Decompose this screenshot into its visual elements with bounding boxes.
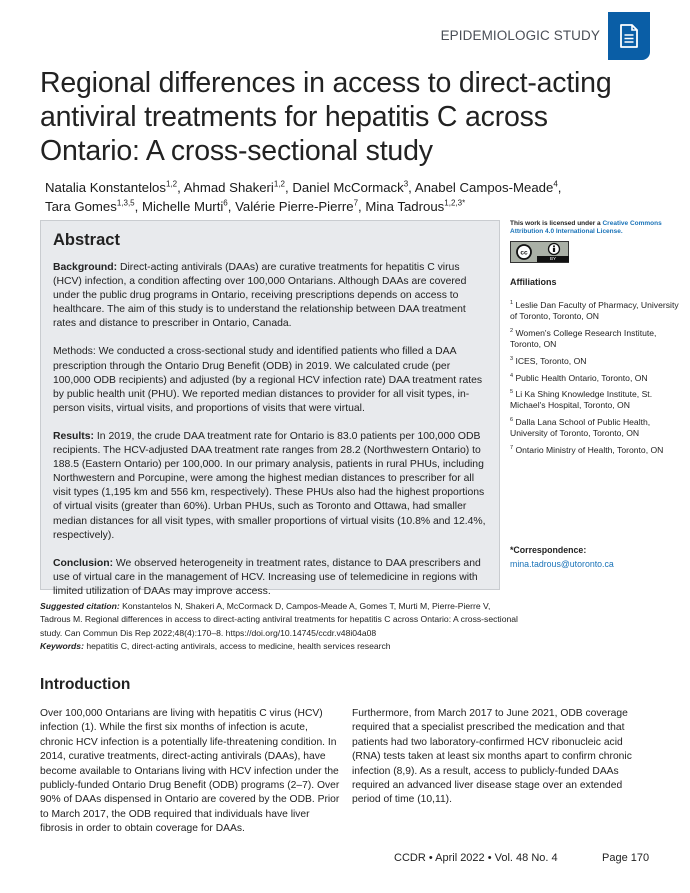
abstract-box — [40, 220, 500, 597]
abstract-heading: Abstract — [53, 231, 120, 249]
affiliation-item: $^4$ Public Health Ontario, Toronto, ON — [510, 372, 648, 383]
author: Valérie Pierre-Pierre$^7$ — [235, 198, 359, 214]
author: Daniel McCormack$^3$ — [292, 179, 409, 195]
by-label: BY — [537, 256, 569, 262]
abstract-methods: Methods: We conducted a cross-sectional study and identified patients who filled a DAA prescription through the Ontario Drug Benefit (ODB) in 2019. We calculated crude (per 100,000 ODB recipients) and adjusted (by a regional HCV infection rate) DAA treatment rates by public health unit (PHU). We reported median distances to provider for all visit types, in-person visits, virtual visits, and proportions of visits that were virtual. — [53, 346, 483, 414]
abstract-results: Results: In 2019, the crude DAA treatment rate for Ontario is 83.0 patients per 100,000 ODB recipients. The HCV-adjusted DAA treatment rate ranges from 28.2 (Northwestern Ontario) to 188.5 (Eastern Ontario) per 100,000. In our primary analysis, patients in rural PHUs, including Northwestern and Porcupine, were among the highest median distances to prescriber for all visit types (1,195 km and 556 km, respectively). These PHUs also had the highest proportions of virtual visits (greater than 60%). Urban PHUs, such as Toronto and Ottawa, had smaller median distances for all visit types, with smaller proportions of virtual visits (10.8% and 12.4%, respectively). — [53, 430, 486, 541]
svg-text:cc: cc — [520, 249, 528, 257]
footer-page-number: Page 170 — [602, 852, 650, 864]
introduction-column-left: Over 100,000 Ontarians are living with hepatitis C virus (HCV) infection (1). While the first six months of infection is acute, chronic HCV infection is a potentially life-threatening condition. In 2014, curative treatments, direct-acting antivirals (DAAs), have become available to Ontarians living with HCV infection under the publicly-funded Ontario Drug Benefit (ODB) programs (2–7). Over 90% of DAAs dispensed in Ontario are covered by the ODB. Prior to March 2017, the ODB required that individuals have liver fibrosis in order to obtain coverage for DAAs. — [40, 708, 340, 835]
introduction-column-right: Furthermore, from March 2017 to June 2021, ODB coverage required that a specialist prescribed the medication and that patients had two laboratory-confirmed HCV ribonucleic acid (RNA) tests taken at least six months apart to confirm chronic infection (8,9). As a result, access to publicly-funded DAAs required an advanced liver disease stage over an extended period of time (10,11). — [352, 708, 632, 806]
affiliations-heading: Affiliations — [510, 277, 557, 287]
by-attribution-icon — [547, 242, 561, 256]
document-icon — [619, 24, 639, 48]
affiliations-list — [510, 298, 690, 456]
document-badge — [608, 12, 650, 60]
license-notice: This work is licensed under a Creative Commons Attribution 4.0 International License. — [510, 220, 662, 235]
correspondence-label: *Correspondence: — [510, 545, 587, 555]
footer-journal-info: CCDR • April 2022 • Vol. 48 No. 4 — [394, 852, 558, 864]
author-list: Natalia Konstantelos$^{1,2}$, Ahmad Shakeri$^{1,2}$, Daniel McCormack$^3$, Anabel Campos-Meade$^4$, Tara Gomes$^{1,3,5}$, Michelle Murti$^6$, Valérie Pierre-Pierre$^7$, Mina Tadrous$^{1,2,3*}$ — [45, 179, 562, 214]
introduction-heading: Introduction — [40, 676, 131, 693]
author: Ahmad Shakeri$^{1,2}$ — [183, 179, 285, 195]
affiliation-item: $^1$ Leslie Dan Faculty of Pharmacy, University of Toronto, Toronto, ON — [510, 299, 679, 321]
abstract-conclusion: Conclusion: We observed heterogeneity in treatment rates, distance to DAA prescribers and use of virtual care in the management of HCV. Increasing use of telemedicine in regions with limited utilization of DAAs may improve access. — [53, 557, 481, 597]
abstract-background: Background: Direct-acting antivirals (DAAs) are curative treatments for hepatitis C virus (HCV) infection, a condition affecting over 100,000 Ontarians. Although DAAs are covered under the public drug programs in Ontario, receiving prescriptions depends on access to healthcare. The aim of this study is to understand the relationship between DAA treatment rates and distance to prescriber in Ontario, Canada. — [53, 262, 467, 330]
affiliation-item: $^5$ Li Ka Shing Knowledge Institute, St. Michael's Hospital, Toronto, ON — [510, 389, 653, 411]
section-tag: EPIDEMIOLOGIC STUDY — [440, 28, 600, 43]
author: Natalia Konstantelos$^{1,2}$ — [45, 179, 178, 195]
affiliation-item: $^7$ Ontario Ministry of Health, Toronto, ON — [510, 445, 664, 456]
affiliation-item: $^2$ Women's College Research Institute, Toronto, ON — [510, 327, 657, 349]
suggested-citation — [40, 600, 520, 653]
license-link[interactable]: Creative Commons Attribution 4.0 International License. — [510, 220, 662, 235]
author: Anabel Campos-Meade$^4$ — [414, 179, 558, 195]
affiliation-item: $^6$ Dalla Lana School of Public Health, University of Toronto, Toronto, ON — [510, 417, 651, 439]
author: Tara Gomes$^{1,3,5}$ — [45, 198, 135, 214]
cc-by-badge[interactable] — [510, 241, 569, 263]
author: Michelle Murti$^6$ — [141, 198, 228, 214]
keywords: Keywords: hepatitis C, direct-acting antivirals, access to medicine, health services research — [40, 640, 391, 651]
correspondence-email-link[interactable]: mina.tadrous@utoronto.ca — [510, 559, 614, 569]
article-title: Regional differences in access to direct-acting antiviral treatments for hepatitis C across Ontario: A cross-sectional study — [40, 67, 612, 167]
author: Mina Tadrous$^{1,2,3*}$ — [365, 198, 466, 214]
sidebar — [510, 220, 690, 460]
correspondence — [510, 545, 614, 569]
cc-icon — [514, 244, 534, 260]
affiliation-item: $^3$ ICES, Toronto, ON — [510, 355, 587, 366]
citation-text: Suggested citation: Konstantelos N, Shakeri A, McCormack D, Campos-Meade A, Gomes T, Murti M, Pierre-Pierre V, Tadrous M. Regional differences in access to direct-acting antiviral treatments for hepatitis C across Ontario: A cross-sectional study. Can Commun Dis Rep 2022;48(4):170–8. https://doi.org/10.14745/ccdr.v48i04a08 — [40, 601, 518, 638]
